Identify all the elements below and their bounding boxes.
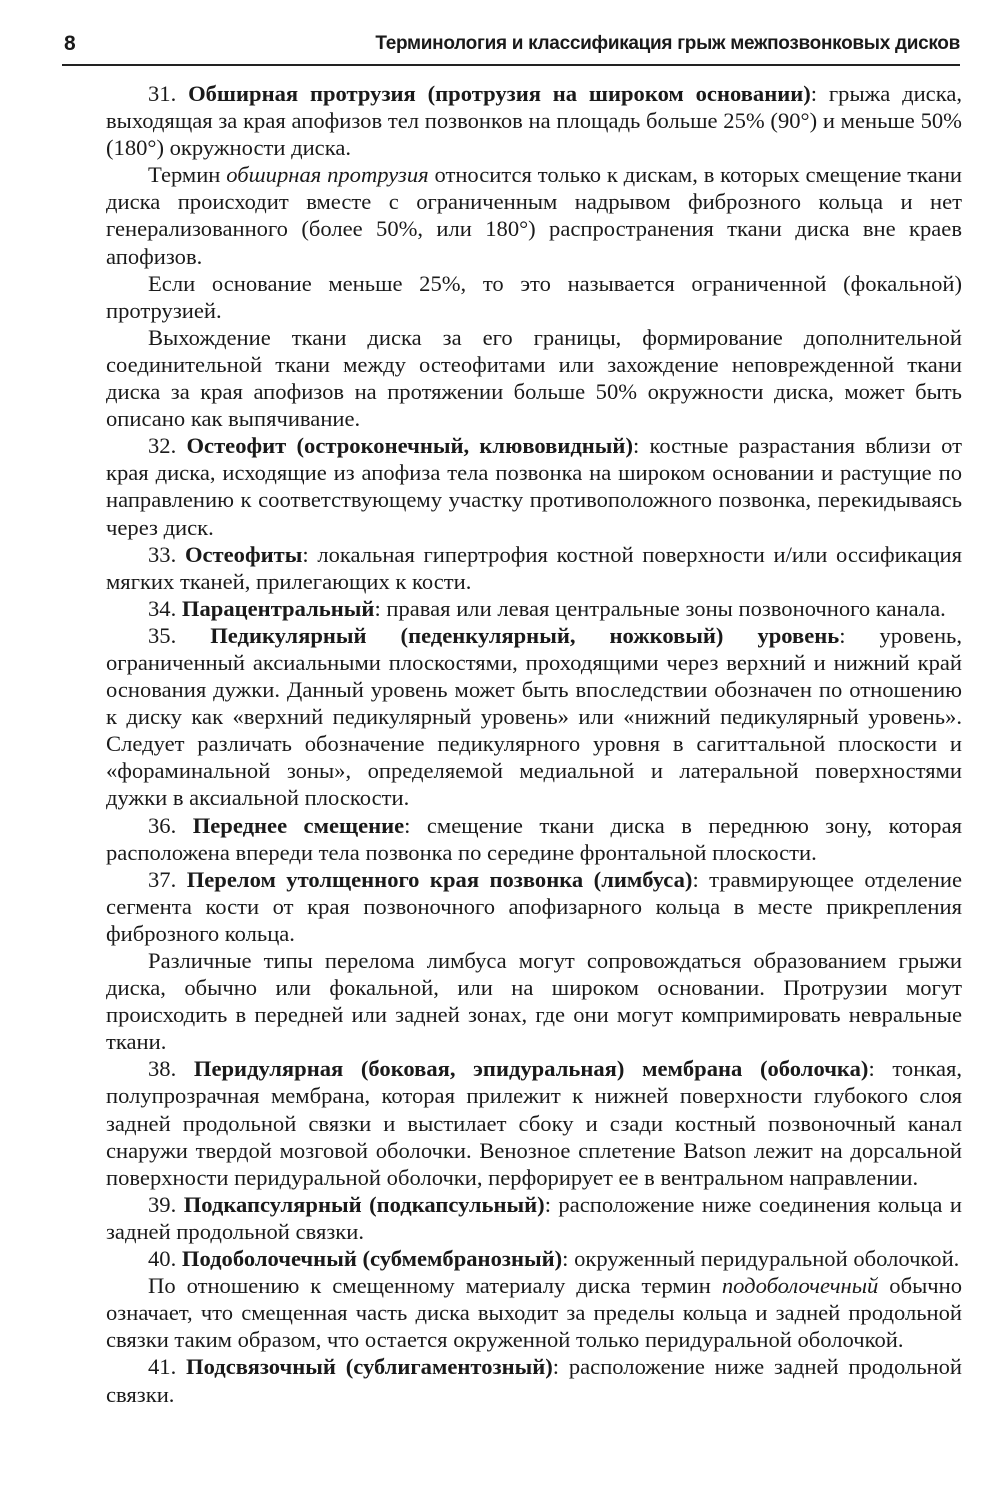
- entry-term: Подоболочечный (субмембранозный): [181, 1246, 563, 1272]
- entry-term: Парацентральный: [181, 595, 375, 621]
- entry-number: 33.: [148, 541, 185, 567]
- text: : грыжа диска, выходящая за края апофизов тел позвонков на площадь больше 25% (90°) и меньше 50% (180°) окружности диска.: [106, 81, 963, 161]
- glossary-entry: [106, 812, 962, 866]
- glossary-entry: [106, 1245, 962, 1272]
- glossary-entry: [106, 1353, 962, 1407]
- text: Термин: [148, 162, 227, 188]
- page-number: 8: [64, 32, 76, 55]
- entry-term: Переднее смещение: [192, 812, 405, 838]
- glossary-entry: [106, 1191, 962, 1245]
- text: : расположение ниже задней продольной связки.: [106, 1354, 962, 1407]
- glossary-entry: [106, 541, 962, 595]
- text: Если основание меньше 25%, то это называется ограниченной (фокальной) протрузией.: [106, 270, 962, 323]
- text: : локальная гипертрофия костной поверхности и/или оссификация мягких тканей, прилегающих к кости.: [106, 541, 962, 594]
- entry-term: Педикулярный (педенкулярный, ножковый) уровень: [210, 622, 840, 648]
- text: : тонкая, полупрозрачная мембрана, которая прилежит к нижней поверхности глубокого слоя задней продольной связки и выстилает сбоку и сзади костный позвоночный канал снаружи твердой мозговой оболочки. Венозное сплетение Batson лежит на дорсальной поверхности перидуральной оболочки, перфорирует ее в вентральном направлении.: [106, 1056, 963, 1190]
- text: относится только к дискам, в которых смещение ткани диска происходит вместе с ограниченным надрывом фиброзного кольца и нет генерализованного (более 50%, или 180°) распространения ткани диска вне краев апофизов.: [106, 162, 962, 269]
- glossary-entry: [106, 595, 962, 622]
- paragraph: [106, 161, 962, 269]
- entry-number: 37.: [148, 866, 187, 892]
- paragraph: [106, 324, 962, 432]
- glossary-entry: [106, 80, 962, 161]
- italic-term: обширная протрузия: [226, 162, 429, 188]
- entry-term: Остеофиты: [184, 541, 303, 567]
- page-body: [106, 80, 962, 1408]
- text: Различные типы перелома лимбуса могут сопровождаться образованием грыжи диска, обычно или фокальной, или на широком основании. Протрузии могут происходить в передней или задней зонах, где они могут компримировать невральные ткани.: [106, 948, 962, 1055]
- entry-number: 41.: [148, 1354, 187, 1380]
- entry-number: 32.: [148, 433, 187, 459]
- paragraph: [106, 270, 962, 324]
- entry-number: 40.: [148, 1246, 182, 1272]
- entry-term: Обширная протрузия (протрузия на широком основании): [188, 81, 811, 106]
- glossary-entry: [106, 622, 962, 812]
- glossary-entry: [106, 432, 962, 540]
- entry-number: 34.: [148, 595, 182, 621]
- glossary-entry: [106, 866, 962, 947]
- text: : правая или левая центральные зоны позвоночного канала.: [374, 595, 946, 621]
- text: : расположение ниже соединения кольца и задней продольной связки.: [106, 1191, 962, 1244]
- text: : костные разрастания вблизи от края диска, исходящие из апофиза тела позвонка на широком основании и растущие по направлению к соответствующему участку противоположного позвонка, перекидываясь через диск.: [106, 433, 963, 540]
- entry-term: Перидулярная (боковая, эпидуральная) мембрана (оболочка): [193, 1056, 869, 1082]
- running-header: [62, 30, 960, 66]
- italic-term: подоболочечный: [721, 1273, 879, 1299]
- entry-number: 38.: [148, 1056, 194, 1082]
- text: обычно означает, что смещенная часть диска выходит за пределы кольца и задней продольной связки таким образом, что остается окруженной только перидуральной оболочкой.: [106, 1273, 963, 1353]
- text: : смещение ткани диска в переднюю зону, которая расположена впереди тела позвонка по середине фронтальной плоскости.: [106, 812, 963, 865]
- running-title: Терминология и классификация грыж межпозвонковых дисков: [375, 33, 960, 54]
- glossary-entry: [106, 1055, 962, 1190]
- text: По отношению к смещенному материалу диска термин: [148, 1273, 722, 1299]
- text: : травмирующее отделение сегмента кости от края позвоночного апофизарного кольца в месте прикрепления фиброзного кольца.: [106, 866, 963, 946]
- entry-term: Подкапсулярный (подкапсульный): [183, 1191, 545, 1217]
- paragraph: [106, 947, 962, 1055]
- entry-number: 31.: [148, 81, 189, 106]
- text: : окруженный перидуральной оболочкой.: [562, 1246, 960, 1272]
- entry-number: 39.: [148, 1191, 184, 1217]
- text: : уровень, ограниченный аксиальными плоскостями, проходящими через верхний и нижний край основания дужки. Данный уровень может быть впоследствии обозначен по отношению к диску как «верхний педикулярный уровень» или «нижний педикулярный уровень». Следует различать обозначение педикулярного уровня в сагиттальной плоскости и «фораминальной зоны», определяемой медиальной и латеральной поверхностями дужки в аксиальной плоскости.: [106, 622, 962, 811]
- entry-term: Подсвязочный (сублигаментозный): [186, 1354, 553, 1380]
- entry-number: 36.: [148, 812, 193, 838]
- entry-number: 35.: [148, 622, 211, 648]
- text: Выхождение ткани диска за его границы, формирование дополнительной соединительной ткани между остеофитами или захождение неповрежденной ткани диска за края апофизов на протяжении больше 50% окружности диска, может быть описано как выпячивание.: [106, 324, 962, 432]
- entry-term: Остеофит (остроконечный, клювовидный): [186, 433, 633, 459]
- paragraph: [106, 1272, 962, 1353]
- entry-term: Перелом утолщенного края позвонка (лимбуса): [186, 866, 693, 892]
